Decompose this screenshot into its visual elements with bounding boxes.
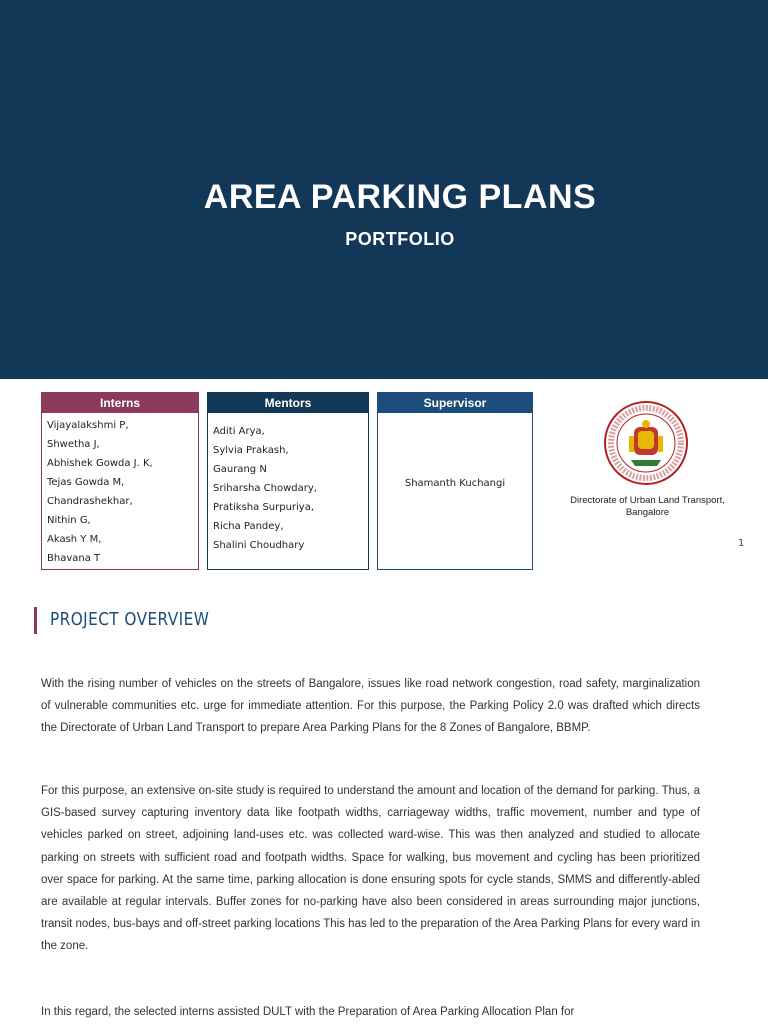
mentor-name: Richa Pandey, <box>213 521 284 532</box>
paragraph: With the rising number of vehicles on the streets of Bangalore, issues like road network congestion, road safety, marginalization of vulnerable communities etc. urge for immediate attention. For this purpose, the Parking Policy 2.0 was drafted which directs the Directorate of Urban Land Transport to prepare Area Parking Plans for the 8 Zones of Bangalore, BBMP. <box>41 678 700 735</box>
organization-name: Directorate of Urban Land Transport, Bangalore <box>570 495 725 518</box>
paragraph: In this regard, the selected interns assisted DULT with the Preparation of Area Parking Allocation Plan for <box>41 1006 575 1018</box>
intern-name: Chandrashekhar, <box>47 496 133 507</box>
intern-name: Akash Y M, <box>47 534 102 545</box>
mentor-name: Sylvia Prakash, <box>213 445 289 456</box>
mentors-box <box>207 392 369 570</box>
mentor-name: Sriharsha Chowdary, <box>213 483 317 494</box>
intern-name: Vijayalakshmi P, <box>47 420 129 431</box>
mentor-name: Shalini Choudhary <box>213 540 305 551</box>
section-heading: PROJECT OVERVIEW <box>50 609 210 630</box>
section-accent-bar <box>34 607 37 634</box>
document-subtitle: PORTFOLIO <box>345 229 455 249</box>
mentor-name: Gaurang N <box>213 464 267 475</box>
page-number: 1 <box>738 538 745 549</box>
mentors-list <box>208 413 368 555</box>
supervisor-name: Shamanth Kuchangi <box>404 478 506 489</box>
mentor-name: Pratiksha Surpuriya, <box>213 502 315 513</box>
document-title: AREA PARKING PLANS <box>203 178 597 216</box>
mentors-heading: Mentors <box>208 393 368 413</box>
cover-banner <box>0 0 768 379</box>
interns-box <box>41 392 199 570</box>
supervisor-heading: Supervisor <box>378 393 532 413</box>
intern-name: Tejas Gowda M, <box>47 477 125 488</box>
interns-list <box>42 413 198 568</box>
paragraph: For this purpose, an extensive on-site study is required to understand the amount and location of the demand for parking. Thus, a GIS-based survey capturing inventory data like footpath widths, carriageway widths, traffic movement, number and type of vehicles parked on street, adjoining land-uses etc. was collected ward-wise. This was then analyzed and studied to allocate parking on streets with sufficient road and footpath widths. Space for walking, bus movement and cycling has been prioritized over space for parking. At the same time, parking allocation is done ensuring spots for cycle stands, SMMS and differently-abled are available at regular intervals. Buffer zones for no-parking have also been considered in areas surrounding major junctions, transit nodes, bus-bays and off-street parking locations This has led to the preparation of the Area Parking Plans for every ward in the zone. <box>41 785 700 953</box>
intern-name: Shwetha J, <box>47 439 100 450</box>
dult-emblem-logo <box>603 400 689 486</box>
intern-name: Abhishek Gowda J. K, <box>47 458 153 469</box>
mentor-name: Aditi Arya, <box>213 426 265 437</box>
intern-name: Nithin G, <box>47 515 91 526</box>
supervisor-box <box>377 392 533 570</box>
intern-name: Bhavana T <box>47 553 101 564</box>
interns-heading: Interns <box>42 393 198 413</box>
